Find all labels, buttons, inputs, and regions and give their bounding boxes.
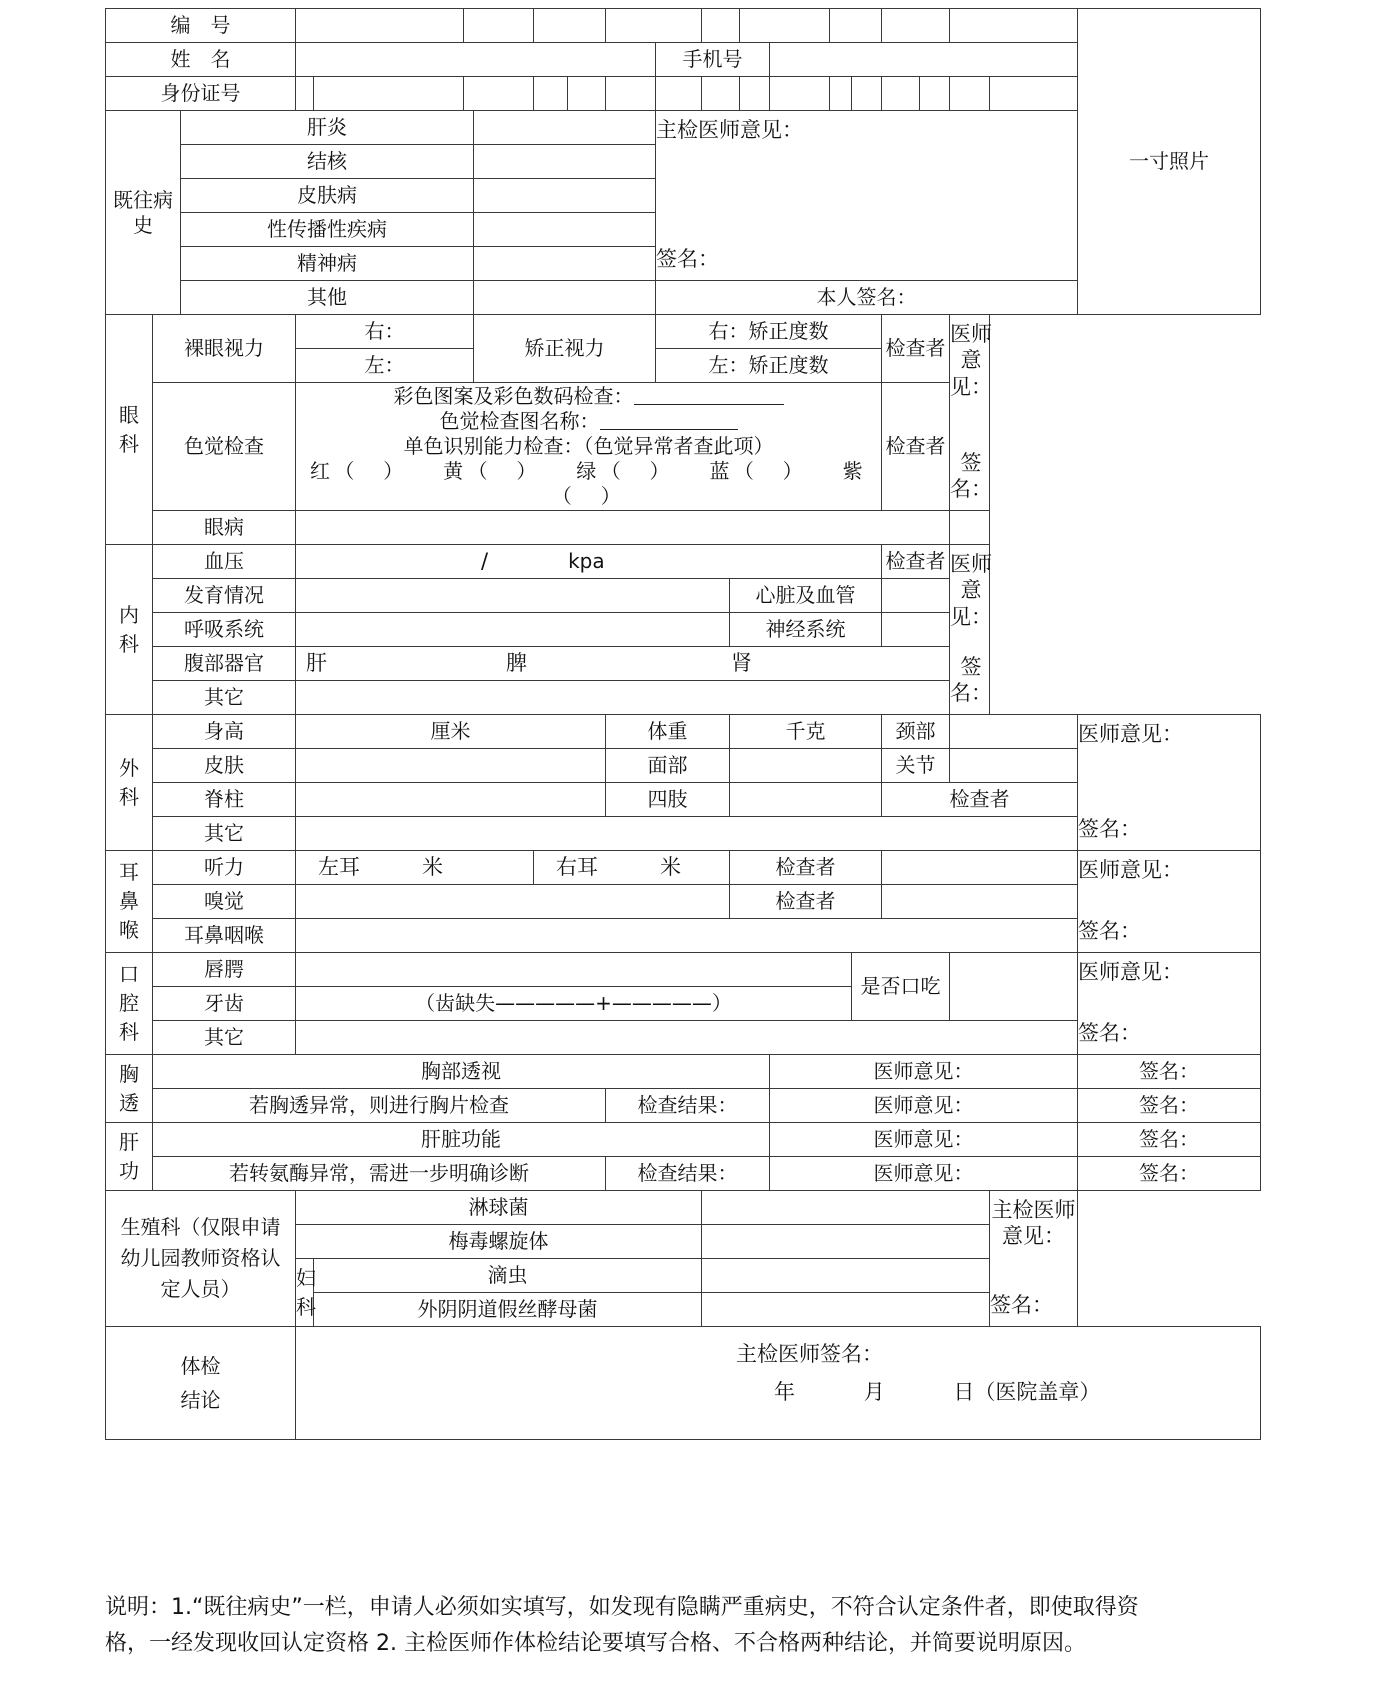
history-section-label: 既往病史 xyxy=(106,111,181,315)
chest-signature-1[interactable]: 签名： xyxy=(1078,1055,1261,1089)
id-box-5[interactable] xyxy=(568,77,606,111)
height-unit: 厘米 xyxy=(430,719,471,743)
lip-palate-value[interactable] xyxy=(296,953,852,987)
name-label: 姓 名 xyxy=(106,43,296,77)
oral-lip-row xyxy=(106,953,1261,987)
reproductive-section-label: 生殖科（仅限申请幼儿园教师资格认定人员） xyxy=(106,1191,296,1327)
teeth-chart[interactable]: （齿缺失—————+—————） xyxy=(296,987,852,1021)
color-vision-label: 色觉检查 xyxy=(153,383,296,511)
conclusion-content[interactable] xyxy=(296,1327,1261,1440)
id-box-15[interactable] xyxy=(950,77,990,111)
height-value[interactable] xyxy=(296,715,606,749)
history-item-other-label: 其他 xyxy=(181,281,474,315)
oral-other-value[interactable] xyxy=(296,1021,1078,1055)
chest-abnormal-row xyxy=(106,1089,1261,1123)
color-red[interactable]: 红（ ） xyxy=(310,459,408,483)
oral-doctor-opinion-label: 医师意见： xyxy=(1078,960,1184,984)
weight-value[interactable] xyxy=(730,715,882,749)
eye-section-label: 眼 科 xyxy=(106,315,153,545)
neck-label: 颈部 xyxy=(882,715,950,749)
conclusion-label-line2: 结论 xyxy=(180,1388,221,1412)
naked-vision-left-value[interactable]: 左： xyxy=(296,349,474,383)
ent-examiner-smell-label[interactable]: 检查者 xyxy=(730,885,882,919)
abdomen-liver-label: 肝 xyxy=(306,651,328,676)
id-number-label: 身份证号 xyxy=(106,77,296,111)
ent-examiner-hearing-label[interactable]: 检查者 xyxy=(730,851,882,885)
conclusion-label xyxy=(106,1327,296,1440)
spine-label: 脊柱 xyxy=(153,783,296,817)
ent-section-label: 耳 鼻 喉 xyxy=(106,851,153,953)
limbs-label: 四肢 xyxy=(606,783,730,817)
internal-other-row xyxy=(106,681,1261,715)
photo-placeholder: 一寸照片 xyxy=(1078,9,1261,315)
internal-examiner-label[interactable]: 检查者 xyxy=(882,545,950,579)
eye-disease-value[interactable] xyxy=(296,511,950,545)
candida-label: 外阴阴道假丝酵母菌 xyxy=(314,1293,702,1327)
respiratory-label: 呼吸系统 xyxy=(153,613,296,647)
history-signature-label: 签名： xyxy=(656,246,720,271)
eye-doctor-opinion-cell[interactable] xyxy=(950,315,993,511)
liver-abnormal-label: 若转氨酶异常，需进一步明确诊断 xyxy=(153,1157,606,1191)
liver-doctor-opinion-1[interactable]: 医师意见： xyxy=(770,1123,1078,1157)
ent-throat-value[interactable] xyxy=(296,919,1078,953)
surgery-other-label: 其它 xyxy=(153,817,296,851)
id-box-16[interactable] xyxy=(990,77,1078,111)
smell-label: 嗅觉 xyxy=(153,885,296,919)
serial-box-7[interactable] xyxy=(830,9,882,43)
ent-throat-label: 耳鼻咽喉 xyxy=(153,919,296,953)
corrected-vision-label: 矫正视力 xyxy=(474,315,656,383)
color-vision-line-2-text: 色觉检查图名称： xyxy=(439,409,600,433)
neck-value[interactable] xyxy=(950,715,1078,749)
conclusion-row xyxy=(106,1327,1261,1440)
serial-box-3[interactable] xyxy=(534,9,606,43)
liver-signature-2[interactable]: 签名： xyxy=(1078,1157,1261,1191)
left-ear-label: 左耳 xyxy=(318,855,361,880)
chest-abnormal-label: 若胸透异常，则进行胸片检查 xyxy=(153,1089,606,1123)
oral-signature-label: 签名： xyxy=(1078,1020,1142,1045)
footer-line-1: 说明：1.“既往病史”一栏，申请人必须如实填写，如发现有隐瞒严重病史，不符合认定条件者，即使取得资 xyxy=(105,1595,1139,1620)
id-box-1[interactable] xyxy=(296,77,314,111)
history-item-std-value[interactable] xyxy=(474,213,656,247)
chest-section-label: 胸 透 xyxy=(106,1055,153,1123)
ent-doctor-opinion-cell[interactable] xyxy=(1078,851,1261,953)
serial-box-5[interactable] xyxy=(702,9,740,43)
reproductive-gonococcus-row xyxy=(106,1191,1261,1225)
eye-examiner-vision-label[interactable]: 检查者 xyxy=(882,315,950,383)
serial-box-6[interactable] xyxy=(740,9,830,43)
internal-doctor-opinion-label: 医师意见： xyxy=(950,552,993,629)
internal-development-row xyxy=(106,579,1261,613)
color-vision-line-4 xyxy=(296,459,881,509)
internal-section-label: 内 科 xyxy=(106,545,153,715)
reproductive-signature-label: 签名： xyxy=(990,1292,1054,1317)
internal-other-label: 其它 xyxy=(153,681,296,715)
eye-doctor-opinion-label: 医师意见： xyxy=(950,322,993,399)
surgery-signature-label: 签名： xyxy=(1078,816,1142,841)
respiratory-value[interactable] xyxy=(296,613,730,647)
eye-examiner-color-label[interactable]: 检查者 xyxy=(882,383,950,511)
abdomen-label: 腹部器官 xyxy=(153,647,296,681)
liver-function-label[interactable]: 肝脏功能 xyxy=(153,1123,770,1157)
liver-function-row xyxy=(106,1123,1261,1157)
corrected-vision-left-value[interactable]: 左：矫正度数 xyxy=(656,349,882,383)
nervous-label: 神经系统 xyxy=(730,613,882,647)
history-item-tuberculosis-label: 结核 xyxy=(181,145,474,179)
naked-vision-label: 裸眼视力 xyxy=(153,315,296,383)
eye-opinion-bottom-filler xyxy=(950,511,990,545)
color-vision-line-2 xyxy=(296,409,881,434)
teeth-label: 牙齿 xyxy=(153,987,296,1021)
oral-section-label: 口 腔 科 xyxy=(106,953,153,1055)
footer-notes xyxy=(105,1590,1285,1661)
reproductive-chief-opinion-cell[interactable] xyxy=(990,1191,1078,1327)
history-chief-opinion-cell[interactable] xyxy=(656,111,1078,281)
history-chief-opinion-label: 主检医师意见： xyxy=(656,118,804,142)
left-ear-unit: 米 xyxy=(422,855,444,880)
id-box-2[interactable] xyxy=(314,77,464,111)
eye-naked-vision-right-row xyxy=(106,315,1261,349)
internal-respiratory-row xyxy=(106,613,1261,647)
liver-signature-1[interactable]: 签名： xyxy=(1078,1123,1261,1157)
liver-result-label[interactable]: 检查结果： xyxy=(606,1157,770,1191)
limbs-value[interactable] xyxy=(730,783,882,817)
chest-result-label[interactable]: 检查结果： xyxy=(606,1089,770,1123)
id-box-14[interactable] xyxy=(920,77,950,111)
chest-doctor-opinion-2[interactable]: 医师意见： xyxy=(770,1089,1078,1123)
phone-label: 手机号 xyxy=(656,43,770,77)
hearing-label: 听力 xyxy=(153,851,296,885)
gynecology-label: 妇 科 xyxy=(296,1259,314,1327)
smell-value[interactable] xyxy=(296,885,730,919)
id-box-11[interactable] xyxy=(830,77,852,111)
gonococcus-label: 淋球菌 xyxy=(296,1191,702,1225)
treponema-value[interactable] xyxy=(702,1225,990,1259)
id-box-7[interactable] xyxy=(656,77,702,111)
id-box-9[interactable] xyxy=(740,77,770,111)
conclusion-month: 月 xyxy=(863,1380,885,1404)
phone-input[interactable] xyxy=(770,43,1078,77)
eye-color-vision-row xyxy=(106,383,1261,511)
ent-signature-label: 签名： xyxy=(1078,918,1142,943)
history-item-skin-value[interactable] xyxy=(474,179,656,213)
treponema-label: 梅毒螺旋体 xyxy=(296,1225,702,1259)
serial-box-1[interactable] xyxy=(296,9,464,43)
oral-doctor-opinion-cell[interactable] xyxy=(1078,953,1261,1055)
internal-doctor-opinion-cell[interactable] xyxy=(950,545,993,715)
color-vision-blank-1[interactable] xyxy=(634,384,784,405)
serial-box-2[interactable] xyxy=(464,9,534,43)
history-item-tuberculosis-value[interactable] xyxy=(474,145,656,179)
abdomen-spleen-label: 脾 xyxy=(506,651,528,676)
surgery-other-value[interactable] xyxy=(296,817,1078,851)
abdomen-value[interactable] xyxy=(296,647,950,681)
hearing-left-ear-value[interactable] xyxy=(296,851,534,885)
color-vision-line-1 xyxy=(296,384,881,409)
surgery-doctor-opinion-cell[interactable] xyxy=(1078,715,1261,851)
right-ear-label: 右耳 xyxy=(556,855,599,880)
stutter-value[interactable] xyxy=(950,953,1078,1021)
history-item-std-label: 性传播性疾病 xyxy=(181,213,474,247)
blood-pressure-label: 血压 xyxy=(153,545,296,579)
surgery-doctor-opinion-label: 医师意见： xyxy=(1078,722,1184,746)
ent-hearing-row xyxy=(106,851,1261,885)
stutter-label: 是否口吃 xyxy=(852,953,950,1021)
color-blue[interactable]: 蓝（ ） xyxy=(709,459,808,483)
color-vision-content[interactable] xyxy=(296,383,882,511)
internal-other-value[interactable] xyxy=(296,681,950,715)
liver-doctor-opinion-2[interactable]: 医师意见： xyxy=(770,1157,1078,1191)
serial-number-row xyxy=(106,9,1261,43)
serial-box-4[interactable] xyxy=(606,9,702,43)
chest-fluoroscopy-label[interactable]: 胸部透视 xyxy=(153,1055,770,1089)
development-label: 发育情况 xyxy=(153,579,296,613)
bp-slash: / xyxy=(481,549,489,574)
footer-line-2: 格，一经发现收回认定资格 2. 主检医师作体检结论要填写合格、不合格两种结论，并简要说明原因。 xyxy=(105,1630,1086,1656)
trichomonas-value[interactable] xyxy=(702,1259,990,1293)
serial-box-8[interactable] xyxy=(882,9,950,43)
reproductive-chief-opinion-label: 主检医师意见： xyxy=(991,1198,1076,1249)
corrected-vision-right-value[interactable]: 右：矫正度数 xyxy=(656,315,882,349)
id-box-3[interactable] xyxy=(464,77,534,111)
history-item-hepatitis-label: 肝炎 xyxy=(181,111,474,145)
eye-disease-label: 眼病 xyxy=(153,511,296,545)
color-vision-blank-2[interactable] xyxy=(600,409,738,430)
color-purple[interactable]: 紫（ ） xyxy=(551,459,867,508)
development-value[interactable] xyxy=(296,579,730,613)
eye-signature-label: 签名： xyxy=(950,450,993,501)
color-vision-line-3: 单色识别能力检查：（色觉异常者查此项） xyxy=(403,434,774,458)
chest-doctor-opinion-1[interactable]: 医师意见： xyxy=(770,1055,1078,1089)
joint-value[interactable] xyxy=(950,749,1078,783)
id-box-12[interactable] xyxy=(852,77,882,111)
face-label: 面部 xyxy=(606,749,730,783)
abdomen-kidney-label: 肾 xyxy=(731,651,753,676)
conclusion-date-line xyxy=(774,1379,1100,1405)
weight-label: 体重 xyxy=(606,715,730,749)
ent-examiner-hearing-value[interactable] xyxy=(882,851,1078,885)
face-value[interactable] xyxy=(730,749,882,783)
internal-abdomen-row xyxy=(106,647,1261,681)
serial-box-9[interactable] xyxy=(950,9,1078,43)
skin-label: 皮肤 xyxy=(153,749,296,783)
color-green[interactable]: 绿（ ） xyxy=(576,459,674,483)
eye-disease-row xyxy=(106,511,1261,545)
hearing-right-ear-value[interactable] xyxy=(534,851,730,885)
lip-palate-label: 唇腭 xyxy=(153,953,296,987)
weight-unit: 千克 xyxy=(785,719,826,743)
spine-value[interactable] xyxy=(296,783,606,817)
id-box-10[interactable] xyxy=(770,77,830,111)
ent-doctor-opinion-label: 医师意见： xyxy=(1078,858,1184,882)
liver-section-label: 肝 功 xyxy=(106,1123,153,1191)
joint-label: 关节 xyxy=(882,749,950,783)
heart-vessel-label: 心脏及血管 xyxy=(730,579,882,613)
ent-examiner-smell-value[interactable] xyxy=(882,885,1078,919)
height-label: 身高 xyxy=(153,715,296,749)
surgery-height-row xyxy=(106,715,1261,749)
id-box-6[interactable] xyxy=(606,77,656,111)
color-vision-line-1-text: 彩色图案及彩色数码检查： xyxy=(393,384,634,408)
internal-bp-row xyxy=(106,545,1261,579)
chest-signature-2[interactable]: 签名： xyxy=(1078,1089,1261,1123)
liver-abnormal-row xyxy=(106,1157,1261,1191)
id-box-4[interactable] xyxy=(534,77,568,111)
heart-vessel-value[interactable] xyxy=(882,579,950,613)
conclusion-chief-signature-label: 主检医师签名： xyxy=(736,1342,884,1366)
id-box-8[interactable] xyxy=(702,77,740,111)
medical-exam-form-table xyxy=(105,8,1261,1440)
id-box-13[interactable] xyxy=(882,77,920,111)
internal-signature-label: 签名： xyxy=(950,654,993,705)
serial-number-label: 编 号 xyxy=(106,9,296,43)
skin-value[interactable] xyxy=(296,749,606,783)
surgery-section-label: 外 科 xyxy=(106,715,153,851)
nervous-value[interactable] xyxy=(882,613,950,647)
history-item-hepatitis-value[interactable] xyxy=(474,111,656,145)
right-ear-unit: 米 xyxy=(660,855,682,880)
bp-unit: kpa xyxy=(568,549,605,573)
surgery-examiner-label[interactable]: 检查者 xyxy=(882,783,1078,817)
history-item-skin-label: 皮肤病 xyxy=(181,179,474,213)
conclusion-year: 年 xyxy=(774,1380,796,1404)
history-item-mental-label: 精神病 xyxy=(181,247,474,281)
self-signature-cell[interactable]: 本人签名： xyxy=(656,281,1078,315)
history-item-other-value[interactable] xyxy=(474,281,656,315)
oral-other-label: 其它 xyxy=(153,1021,296,1055)
blood-pressure-value[interactable] xyxy=(296,545,882,579)
chest-fluoroscopy-row xyxy=(106,1055,1261,1089)
candida-value[interactable] xyxy=(702,1293,990,1327)
history-item-mental-value[interactable] xyxy=(474,247,656,281)
conclusion-day: 日（医院盖章） xyxy=(953,1380,1101,1404)
name-input[interactable] xyxy=(296,43,656,77)
gonococcus-value[interactable] xyxy=(702,1191,990,1225)
trichomonas-label: 滴虫 xyxy=(314,1259,702,1293)
conclusion-label-line1: 体检 xyxy=(180,1354,221,1378)
color-yellow[interactable]: 黄（ ） xyxy=(443,459,541,483)
naked-vision-right-value[interactable]: 右： xyxy=(296,315,474,349)
